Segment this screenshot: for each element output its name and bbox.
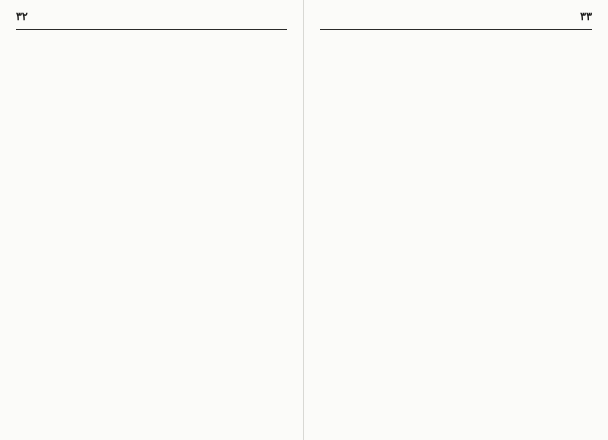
right-page-header (320, 10, 592, 26)
right-page-body (320, 38, 592, 434)
right-page (304, 0, 608, 440)
left-header-rule (16, 29, 287, 30)
left-page-body (16, 38, 287, 434)
left-page-header (16, 10, 287, 26)
left-page-number: ۳۲ (16, 10, 28, 23)
right-page-number: ۳۳ (580, 10, 592, 23)
right-header-rule (320, 29, 592, 30)
